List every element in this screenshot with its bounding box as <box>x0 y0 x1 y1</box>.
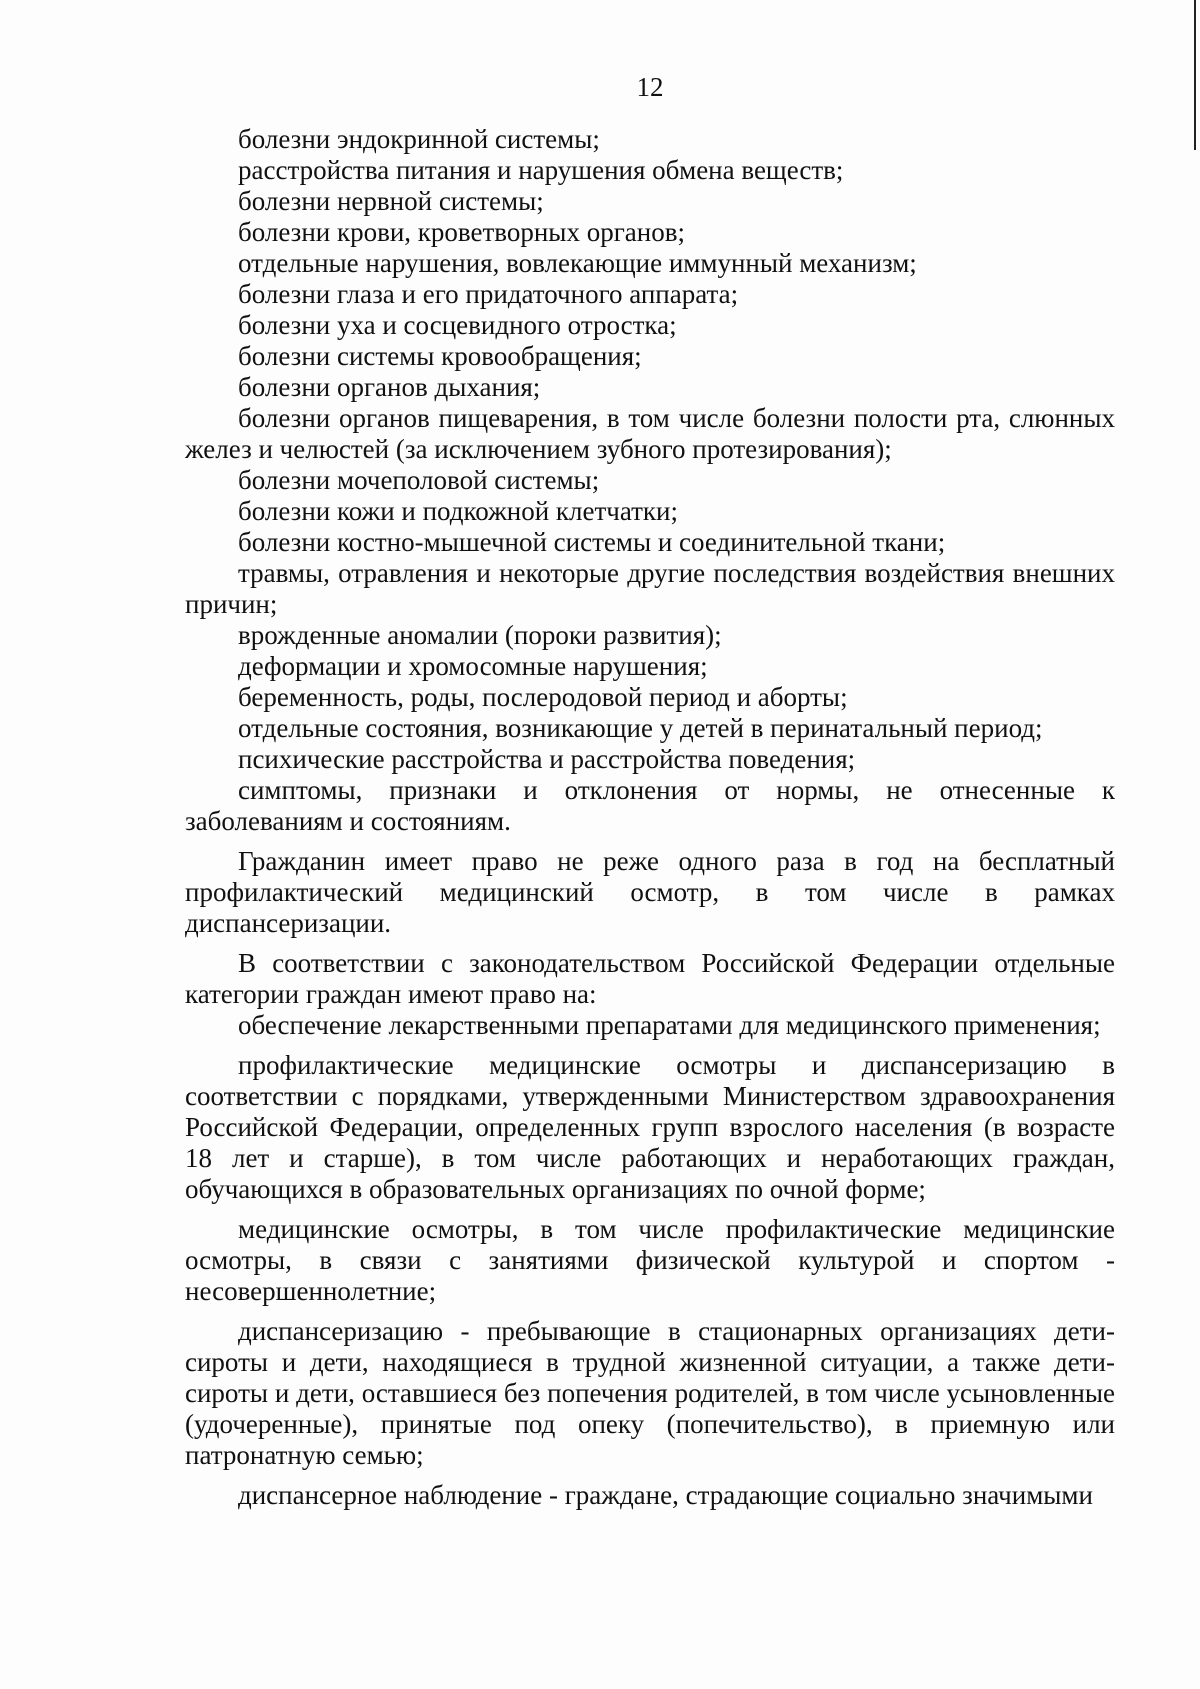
list-item: обеспечение лекарственными препаратами для медицинского применения; <box>238 1010 1101 1040</box>
list-item: отдельные состояния, возникающие у детей в перинатальный период; <box>238 713 1043 743</box>
list-item: медицинские осмотры, в том числе профилактические медицинские осмотры, в связи с занятиями физической культурой и спортом - несовершеннолетние; <box>185 1214 1115 1306</box>
list-item: болезни органов пищеварения, в том числе болезни полости рта, слюнных желез и челюстей (за исключением зубного протезирования); <box>185 403 1115 464</box>
list-item: болезни нервной системы; <box>238 186 544 216</box>
list-item: профилактические медицинские осмотры и диспансеризацию в соответствии с порядками, утвержденными Министерством здравоохранения Российской Федерации, определенных групп взрослого населения (в возрасте 18 лет и старше), в том числе работающих и неработающих граждан, обучающихся в образовательных организациях по очной форме; <box>185 1050 1115 1204</box>
list-item: болезни глаза и его придаточного аппарата; <box>238 279 739 309</box>
list-item: деформации и хромосомные нарушения; <box>238 651 708 681</box>
document-body <box>185 124 1115 1511</box>
list-item: отдельные нарушения, вовлекающие иммунный механизм; <box>238 248 917 278</box>
list-item: расстройства питания и нарушения обмена веществ; <box>238 155 844 185</box>
list-item: диспансерное наблюдение - граждане, страдающие социально значимыми <box>238 1480 1093 1510</box>
page-number: 12 <box>636 72 664 102</box>
list-item: симптомы, признаки и отклонения от нормы, не отнесенные к заболеваниям и состояниям. <box>185 775 1115 836</box>
list-item: диспансеризацию - пребывающие в стационарных организациях дети-сироты и дети, находящиеся в трудной жизненной ситуации, а также дети-сироты и дети, оставшиеся без попечения родителей, в том числе усыновленные (удочеренные), принятые под опеку (попечительство), в приемную или патронатную семью; <box>185 1316 1115 1470</box>
list-item: болезни костно-мышечной системы и соединительной ткани; <box>238 527 946 557</box>
list-item: болезни уха и сосцевидного отростка; <box>238 310 677 340</box>
list-item: болезни мочеполовой системы; <box>238 465 600 495</box>
list-item: болезни крови, кроветворных органов; <box>238 217 685 247</box>
paragraph: Гражданин имеет право не реже одного раза в год на бесплатный профилактический медицинский осмотр, в том числе в рамках диспансеризации. <box>185 846 1115 938</box>
list-item: врожденные аномалии (пороки развития); <box>238 620 722 650</box>
list-item: болезни органов дыхания; <box>238 372 541 402</box>
list-item: травмы, отравления и некоторые другие последствия воздействия внешних причин; <box>185 558 1115 619</box>
list-item: беременность, роды, послеродовой период и аборты; <box>238 682 848 712</box>
list-item: болезни системы кровообращения; <box>238 341 642 371</box>
list-item: болезни эндокринной системы; <box>238 124 600 154</box>
list-item: психические расстройства и расстройства поведения; <box>238 744 856 774</box>
paragraph: В соответствии с законодательством Российской Федерации отдельные категории граждан имеют право на: <box>185 948 1115 1009</box>
list-item: болезни кожи и подкожной клетчатки; <box>238 496 679 526</box>
